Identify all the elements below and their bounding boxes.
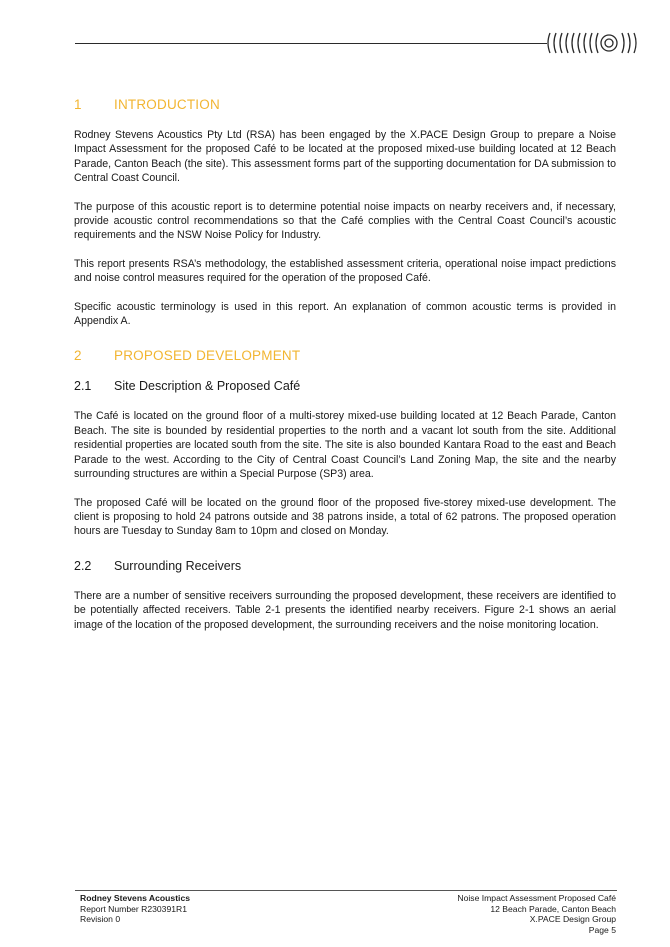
- section-heading-proposed-development: [74, 348, 616, 363]
- paragraph: The Café is located on the ground floor of a multi-storey mixed-use building located at 12 Beach Parade, Canton Beach. The site is bounded by residential properties to the north and a vacant lot south from the site. Additional residential properties are located south from the site. The site is also bounded Kantara Road to the east and Beach Parade to the west. According to the City of Central Coast Council’s Land Zoning Map, the site and the nearby surrounding structures are within a Special Purpose (SP3) area.: [74, 410, 616, 481]
- page-content: [74, 97, 616, 646]
- header-rule: [75, 43, 547, 44]
- footer-page-number: Page 5: [588, 924, 616, 935]
- paragraph: There are a number of sensitive receivers surrounding the proposed development, these receivers are identified to be potentially affected receivers. Table 2-1 presents the identified nearby receivers. Figure 2-1 shows an aerial image of the location of the proposed development, the surrounding receivers and the noise monitoring location.: [74, 589, 616, 631]
- paragraph: This report presents RSA’s methodology, the established assessment criteria, operational noise impact predictions and noise control measures required for the operation of the proposed Café.: [74, 257, 616, 285]
- subsection-number: 2.1: [74, 379, 92, 394]
- section-title: INTRODUCTION: [114, 97, 220, 112]
- subsection-heading-site-description: [74, 379, 616, 393]
- section-heading-introduction: [74, 97, 616, 112]
- footer-address: 12 Beach Parade, Canton Beach: [490, 903, 616, 914]
- footer-rule: [75, 890, 617, 891]
- subsection-heading-surrounding-receivers: [74, 559, 616, 573]
- section-number: 2: [74, 348, 82, 364]
- paragraph: The proposed Café will be located on the ground floor of the proposed five-storey mixed-use development. The client is proposing to hold 24 patrons outside and 38 patrons inside, a total of 62 patrons. The proposed operation hours are Tuesday to Sunday 8am to 10pm and closed on Monday.: [74, 496, 616, 538]
- footer-revision: Revision 0: [80, 914, 121, 925]
- paragraph: The purpose of this acoustic report is to determine potential noise impacts on nearby receivers and, if necessary, provide acoustic control recommendations so that the Café complies with the Central Coast Council’s acoustic requirements and the NSW Noise Policy for Industry.: [74, 200, 616, 242]
- footer-company: Rodney Stevens Acoustics: [80, 893, 191, 903]
- footer-report-number: Report Number R230391R1: [80, 903, 188, 914]
- subsection-number: 2.2: [74, 558, 92, 573]
- sound-wave-logo-icon: [546, 28, 646, 58]
- footer-left: [80, 893, 190, 925]
- subsection-title: Site Description & Proposed Café: [114, 379, 301, 394]
- paragraph: Specific acoustic terminology is used in this report. An explanation of common acoustic terms is provided in Appendix A.: [74, 300, 616, 328]
- footer-doc-title: Noise Impact Assessment Proposed Café: [457, 893, 616, 903]
- paragraph: Rodney Stevens Acoustics Pty Ltd (RSA) has been engaged by the X.PACE Design Group to prepare a Noise Impact Assessment for the proposed Café to be located at the proposed mixed-use building located at 12 Beach Parade, Canton Beach (the site). This assessment forms part of the supporting documentation for DA submission to Central Coast Council.: [74, 129, 616, 185]
- section-number: 1: [74, 97, 82, 112]
- footer-client: X.PACE Design Group: [529, 914, 616, 925]
- section-title: PROPOSED DEVELOPMENT: [114, 348, 301, 364]
- subsection-title: Surrounding Receivers: [114, 558, 242, 573]
- footer-right: [457, 893, 616, 935]
